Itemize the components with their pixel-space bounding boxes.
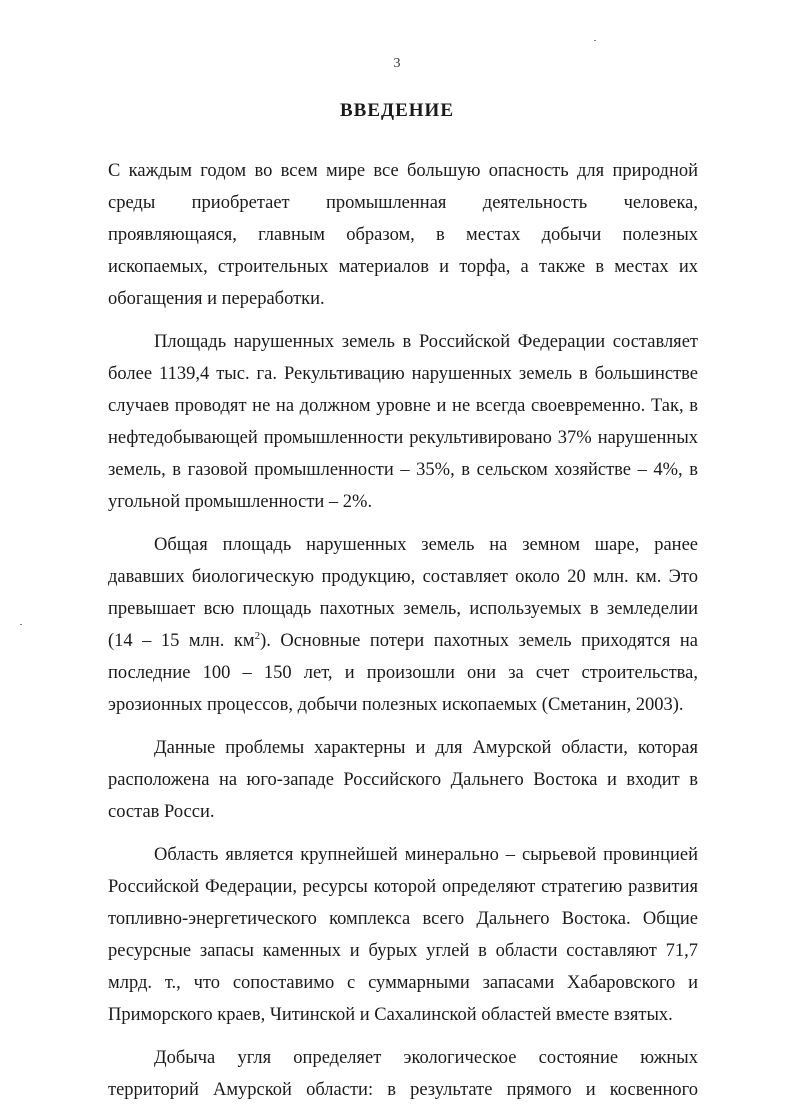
paragraph-6: Добыча угля определяет экологическое состояние южных территорий Амурской области: в результате прямого и косвенного [108, 1048, 698, 1100]
paragraph-3-text-start: Общая площадь нарушенных земель на земном шаре, ранее дававших биологическую продукцию, составляет около 20 млн. км. Это превышает всю площадь пахотных земель, используемых в земледелии (14 – 15 млн. км [108, 535, 698, 651]
paragraph-2: Площадь нарушенных земель в Российской Федерации составляет более 1139,4 тыс. га. Рекультивацию нарушенных земель в большинстве случаев проводят не на должном уровне и не всегда своевременно. Так, в нефтедобывающей промышленности рекультивировано 37% нарушенных земель, в газовой промышленности – 35%, в сельском хозяйстве – 4%, в угольной промышленности – 2%. [108, 332, 698, 512]
paragraph-3-text-end: ). Основные потери пахотных земель приходятся на последние 100 – 150 лет, и произошли они за счет строительства, эрозионных процессов, добычи полезных ископаемых (Сметанин, 2003). [108, 631, 698, 715]
document-body [108, 155, 698, 1117]
paragraph-3 [108, 529, 698, 721]
paragraph-4: Данные проблемы характерны и для Амурской области, которая расположена на юго-западе Российского Дальнего Востока и входит в состав Росси. [108, 738, 698, 822]
paragraph-5: Область является крупнейшей минерально – сырьевой провинцией Российской Федерации, ресурсы которой определяют стратегию развития топливно-энергетического комплекса всего Дальнего Востока. Общие ресурсные запасы каменных и бурых углей в области составляют 71,7 млрд. т., что сопоставимо с суммарными запасами Хабаровского и Приморского краев, Читинской и Сахалинской областей вместе взятых. [108, 845, 698, 1025]
scan-speck [594, 40, 596, 41]
superscript-two: 2 [254, 629, 261, 642]
scan-speck [20, 624, 22, 625]
section-title: ВВЕДЕНИЕ [340, 100, 454, 121]
paragraph-1: С каждым годом во всем мире все большую опасность для природной среды приобретает промышленная деятельность человека, проявляющаяся, главным образом, в местах добычи полезных ископаемых, строительных материалов и торфа, а также в местах их обогащения и переработки. [108, 161, 698, 309]
page-number: 3 [393, 56, 401, 71]
